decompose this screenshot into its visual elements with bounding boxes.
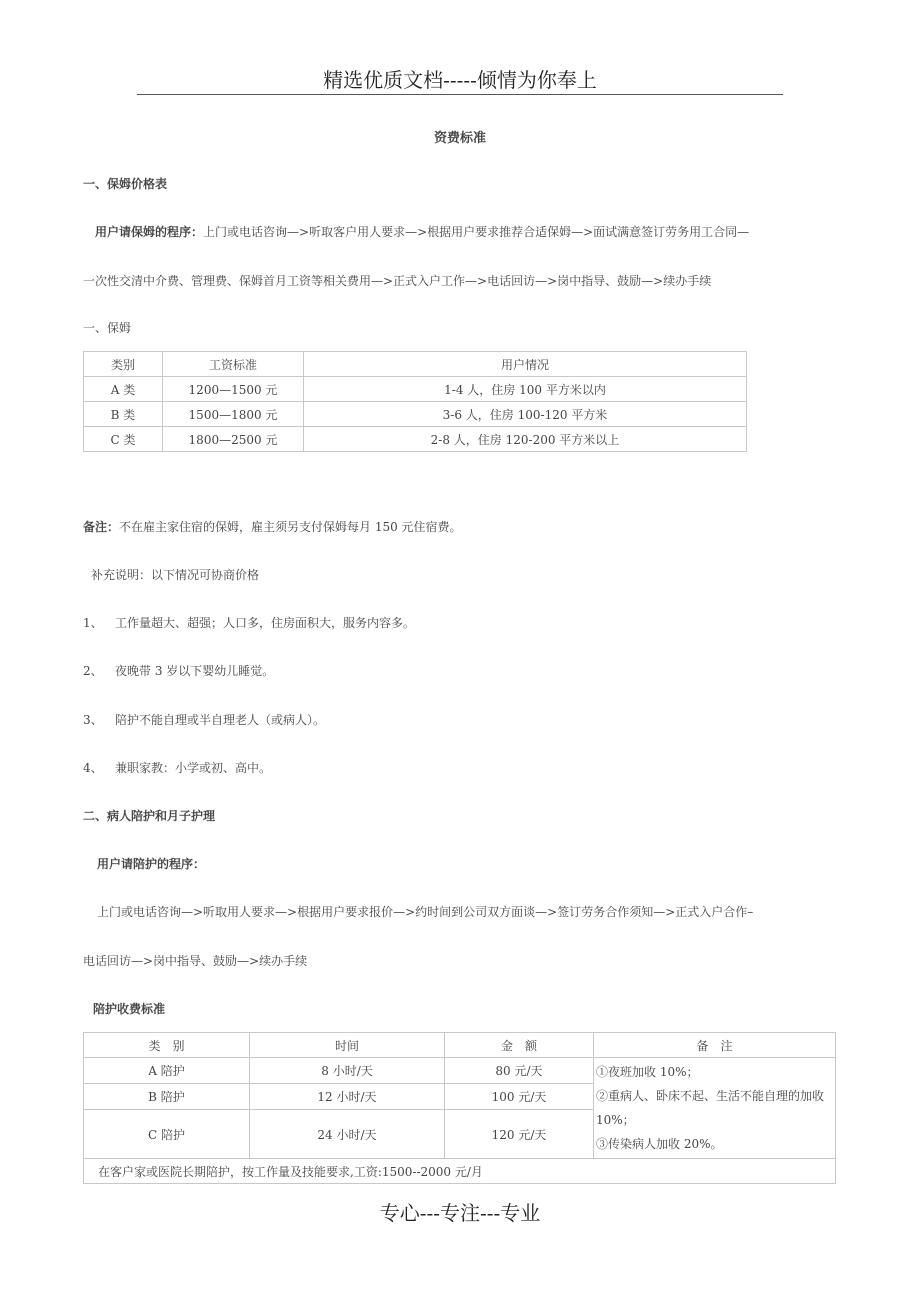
table-cell: A 陪护 (84, 1058, 250, 1084)
table-cell: 8 小时/天 (250, 1058, 445, 1084)
remark-line: ①夜班加收 10%； (596, 1065, 699, 1079)
list-item-number: 4、 (83, 761, 103, 775)
document-title: 资费标准 (433, 131, 486, 146)
section2-procedure-line1: 上门或电话咨询—>听取用人要求—>根据用户要求报价—>约时间到公司双方面谈—>签订劳务合作须知—>正式入户合作– (97, 905, 754, 919)
table-cell: 1200—1500 元 (163, 377, 304, 402)
remark-line: ②重病人、卧床不起、生活不能自理的加收 10%； (596, 1089, 825, 1127)
table-row (84, 377, 747, 402)
section1-procedure-line1 (95, 223, 749, 240)
list-item (83, 759, 271, 776)
table-header-cell: 类 别 (84, 1033, 250, 1058)
table-cell: C 陪护 (84, 1110, 250, 1159)
table-header-cell: 时间 (250, 1033, 445, 1058)
table-cell: 80 元/天 (445, 1058, 594, 1084)
list-item-text: 夜晚带 3 岁以下婴幼儿睡觉。 (115, 664, 275, 678)
list-item-number: 1、 (83, 616, 103, 630)
long-term-escort-note: 在客户家或医院长期陪护，按工作量及技能要求,工资:1500--2000 元/月 (84, 1159, 836, 1184)
table-row (84, 1159, 836, 1184)
table-cell: C 类 (84, 427, 163, 452)
list-item-text: 工作量超大、超强；人口多，住房面积大，服务内容多。 (115, 616, 416, 630)
table-cell: 1800—2500 元 (163, 427, 304, 452)
table-cell: 12 小时/天 (250, 1084, 445, 1110)
section2-procedure-label: 用户请陪护的程序： (97, 857, 206, 871)
procedure-text: 上门或电话咨询—>听取客户用人要求—>根据用户要求推荐合适保姆—>面试满意签订劳务用工合同— (203, 225, 750, 239)
table-header-row (84, 1033, 836, 1058)
table-header-row (84, 352, 747, 377)
nanny-price-table (83, 351, 747, 452)
table-cell: 2-8 人，住房 120-200 平方米以上 (304, 427, 747, 452)
table-header-cell: 备 注 (594, 1033, 836, 1058)
table-cell: A 类 (84, 377, 163, 402)
table-header-cell: 金 额 (445, 1033, 594, 1058)
table-cell: 3-6 人，住房 100-120 平方米 (304, 402, 747, 427)
list-item-number: 2、 (83, 664, 103, 678)
fee-standard-heading: 陪护收费标准 (93, 1002, 166, 1016)
section2-procedure-line2: 电话回访—>岗中指导、鼓励—>续办手续 (83, 954, 308, 968)
page-footer: 专心---专注---专业 (379, 1201, 541, 1225)
note-line (83, 518, 462, 535)
table-row (84, 1058, 836, 1084)
page-header-title: 精选优质文档-----倾情为你奉上 (323, 68, 597, 92)
list-item-text: 陪护不能自理或半自理老人（或病人）。 (115, 713, 326, 727)
table-cell: 24 小时/天 (250, 1110, 445, 1159)
remark-line: ③传染病人加收 20%。 (596, 1137, 723, 1151)
note-label: 备注： (83, 520, 120, 534)
note-text: 不在雇主家住宿的保姆，雇主须另支付保姆每月 150 元住宿费。 (119, 520, 462, 534)
table-header-cell: 用户情况 (304, 352, 747, 377)
supplement-note: 补充说明：以下情况可协商价格 (91, 568, 260, 582)
section2-heading: 二、病人陪护和月子护理 (83, 809, 216, 823)
escort-fee-table (83, 1032, 836, 1184)
section1-heading: 一、保姆价格表 (83, 177, 168, 191)
table-cell: 1500—1800 元 (163, 402, 304, 427)
section1-subheading: 一、保姆 (83, 321, 132, 335)
list-item (83, 614, 415, 631)
table-cell: 100 元/天 (445, 1084, 594, 1110)
table-row (84, 427, 747, 452)
header-divider (137, 94, 783, 95)
remarks-cell (594, 1058, 836, 1159)
list-item-text: 兼职家教：小学或初、高中。 (115, 761, 272, 775)
table-cell: 120 元/天 (445, 1110, 594, 1159)
table-header-cell: 类别 (84, 352, 163, 377)
list-item (83, 711, 325, 728)
table-row (84, 402, 747, 427)
section1-procedure-line2: 一次性交清中介费、管理费、保姆首月工资等相关费用—>正式入户工作—>电话回访—>岗中指导、鼓励—>续办手续 (83, 274, 712, 288)
list-item (83, 662, 274, 679)
table-header-cell: 工资标准 (163, 352, 304, 377)
procedure-label: 用户请保姆的程序： (95, 225, 204, 239)
table-cell: B 类 (84, 402, 163, 427)
table-cell: 1-4 人，住房 100 平方米以内 (304, 377, 747, 402)
table-cell: B 陪护 (84, 1084, 250, 1110)
list-item-number: 3、 (83, 713, 103, 727)
